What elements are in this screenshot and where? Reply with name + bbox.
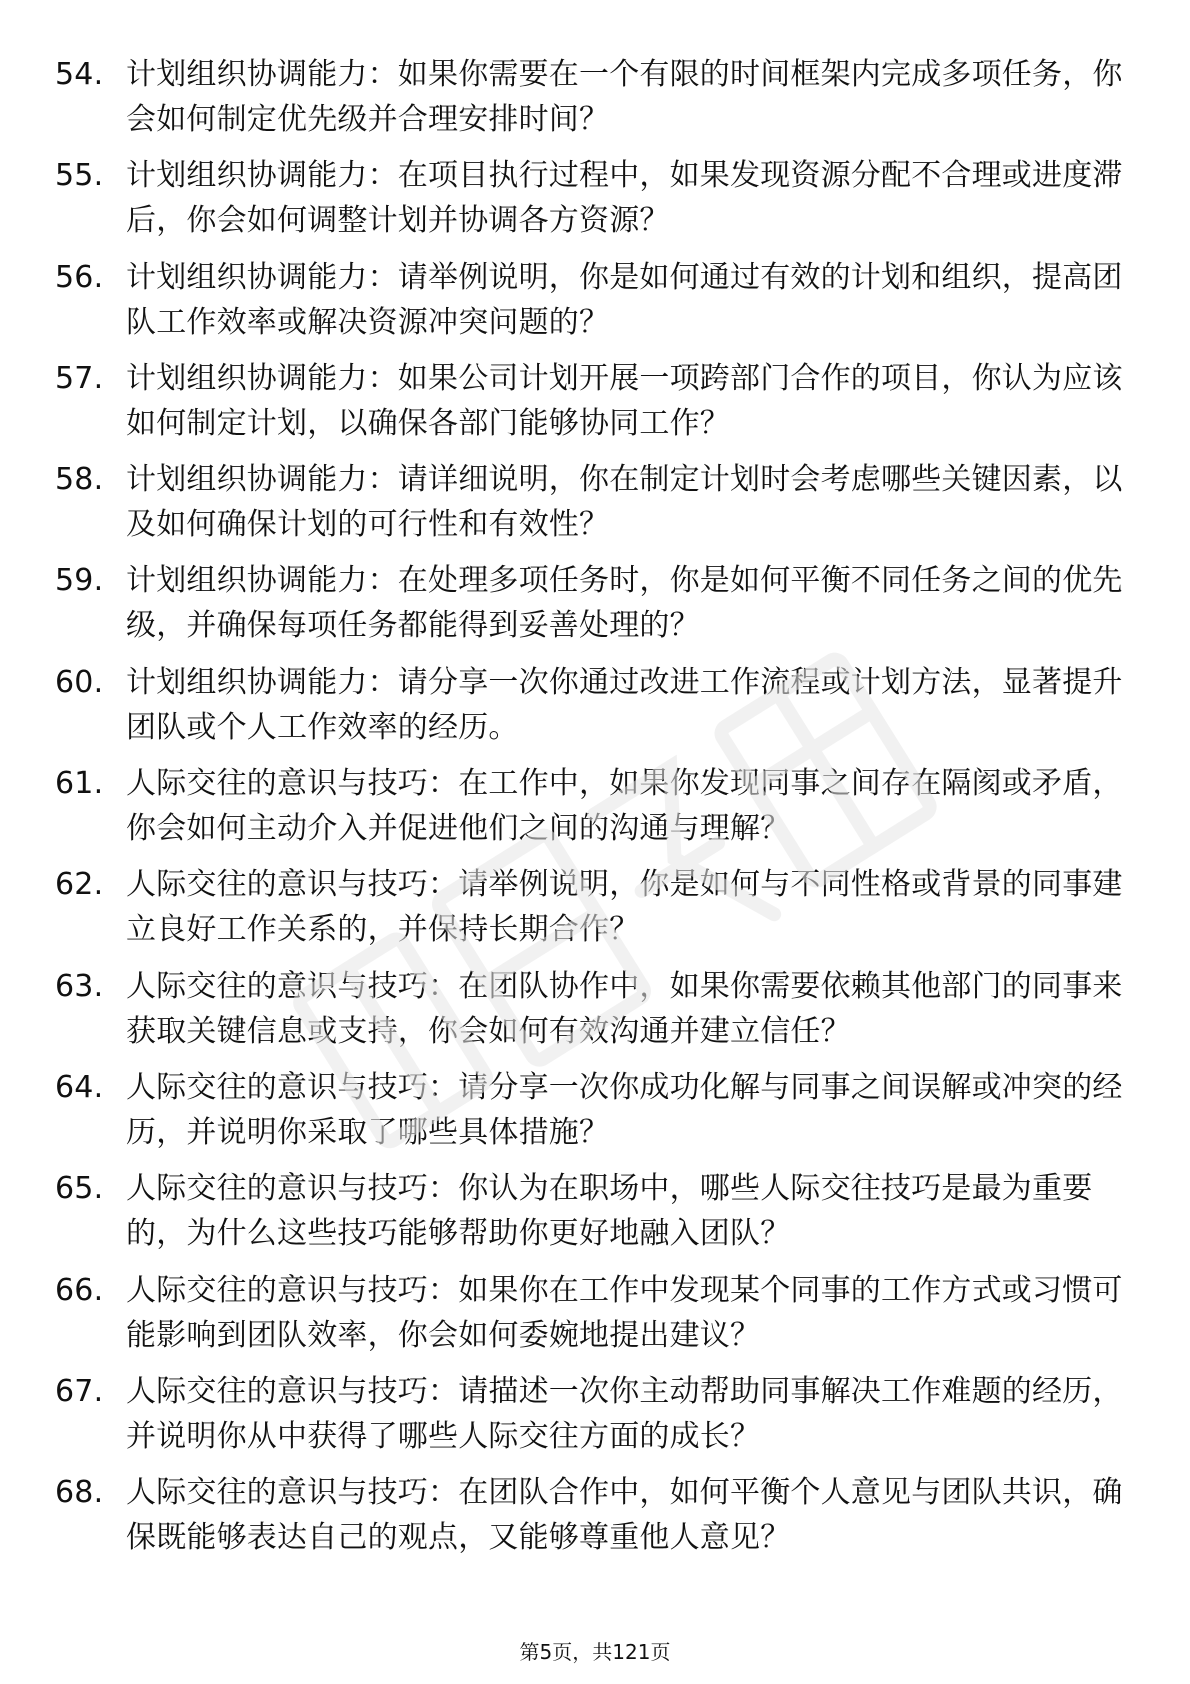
question-text: 计划组织协调能力：请详细说明，你在制定计划时会考虑哪些关键因素，以及如何确保计划的可行性和有效性？ <box>126 462 1123 543</box>
question-item <box>0 52 1190 142</box>
question-number: 68. <box>55 1475 104 1511</box>
question-item <box>0 1166 1190 1256</box>
question-text: 人际交往的意识与技巧：你认为在职场中，哪些人际交往技巧是最为重要的，为什么这些技巧能够帮助你更好地融入团队？ <box>126 1171 1093 1252</box>
question-item <box>0 356 1190 446</box>
question-number: 65. <box>55 1171 104 1207</box>
question-number: 55. <box>55 158 104 194</box>
question-number: 67. <box>55 1373 104 1409</box>
question-item <box>0 255 1190 345</box>
question-item <box>0 862 1190 952</box>
question-list <box>0 52 1190 1571</box>
question-text: 计划组织协调能力：请举例说明，你是如何通过有效的计划和组织，提高团队工作效率或解决资源冲突问题的？ <box>126 259 1123 340</box>
question-text: 计划组织协调能力：在项目执行过程中，如果发现资源分配不合理或进度滞后，你会如何调整计划并协调各方资源？ <box>126 158 1123 239</box>
question-number: 64. <box>55 1069 104 1105</box>
question-text: 人际交往的意识与技巧：在团队合作中，如何平衡个人意见与团队共识，确保既能够表达自己的观点，又能够尊重他人意见？ <box>126 1475 1123 1556</box>
question-item <box>0 1470 1190 1560</box>
question-text: 计划组织协调能力：如果公司计划开展一项跨部门合作的项目，你认为应该如何制定计划，以确保各部门能够协同工作？ <box>126 360 1123 441</box>
question-text: 人际交往的意识与技巧：请描述一次你主动帮助同事解决工作难题的经历，并说明你从中获得了哪些人际交往方面的成长？ <box>126 1373 1123 1454</box>
question-text: 计划组织协调能力：在处理多项任务时，你是如何平衡不同任务之间的优先级，并确保每项任务都能得到妥善处理的？ <box>126 563 1123 644</box>
question-item <box>0 1268 1190 1358</box>
question-item <box>0 153 1190 243</box>
question-number: 66. <box>55 1272 104 1308</box>
question-item <box>0 761 1190 851</box>
question-number: 56. <box>55 259 104 295</box>
page-footer: 第5页，共121页 <box>519 1640 671 1664</box>
question-number: 54. <box>55 57 104 92</box>
question-text: 人际交往的意识与技巧：请举例说明，你是如何与不同性格或背景的同事建立良好工作关系的，并保持长期合作？ <box>126 867 1123 948</box>
question-item <box>0 558 1190 648</box>
question-number: 57. <box>55 360 104 396</box>
question-text: 计划组织协调能力：请分享一次你通过改进工作流程或计划方法，显著提升团队或个人工作效率的经历。 <box>126 664 1123 745</box>
question-number: 61. <box>55 766 104 802</box>
question-text: 人际交往的意识与技巧：如果你在工作中发现某个同事的工作方式或习惯可能影响到团队效率，你会如何委婉地提出建议？ <box>126 1272 1123 1353</box>
question-number: 62. <box>55 867 104 903</box>
question-text: 人际交往的意识与技巧：在团队协作中，如果你需要依赖其他部门的同事来获取关键信息或支持，你会如何有效沟通并建立信任？ <box>126 968 1123 1049</box>
question-item <box>0 964 1190 1054</box>
question-item <box>0 660 1190 750</box>
question-item <box>0 1065 1190 1155</box>
question-text: 人际交往的意识与技巧：请分享一次你成功化解与同事之间误解或冲突的经历，并说明你采取了哪些具体措施？ <box>126 1069 1123 1150</box>
question-item <box>0 457 1190 547</box>
question-text: 计划组织协调能力：如果你需要在一个有限的时间框架内完成多项任务，你会如何制定优先级并合理安排时间？ <box>126 57 1123 137</box>
question-item <box>0 1369 1190 1459</box>
question-number: 58. <box>55 462 104 498</box>
question-number: 59. <box>55 563 104 599</box>
question-number: 63. <box>55 968 104 1004</box>
question-number: 60. <box>55 664 104 700</box>
question-text: 人际交往的意识与技巧：在工作中，如果你发现同事之间存在隔阂或矛盾，你会如何主动介入并促进他们之间的沟通与理解？ <box>126 766 1123 847</box>
